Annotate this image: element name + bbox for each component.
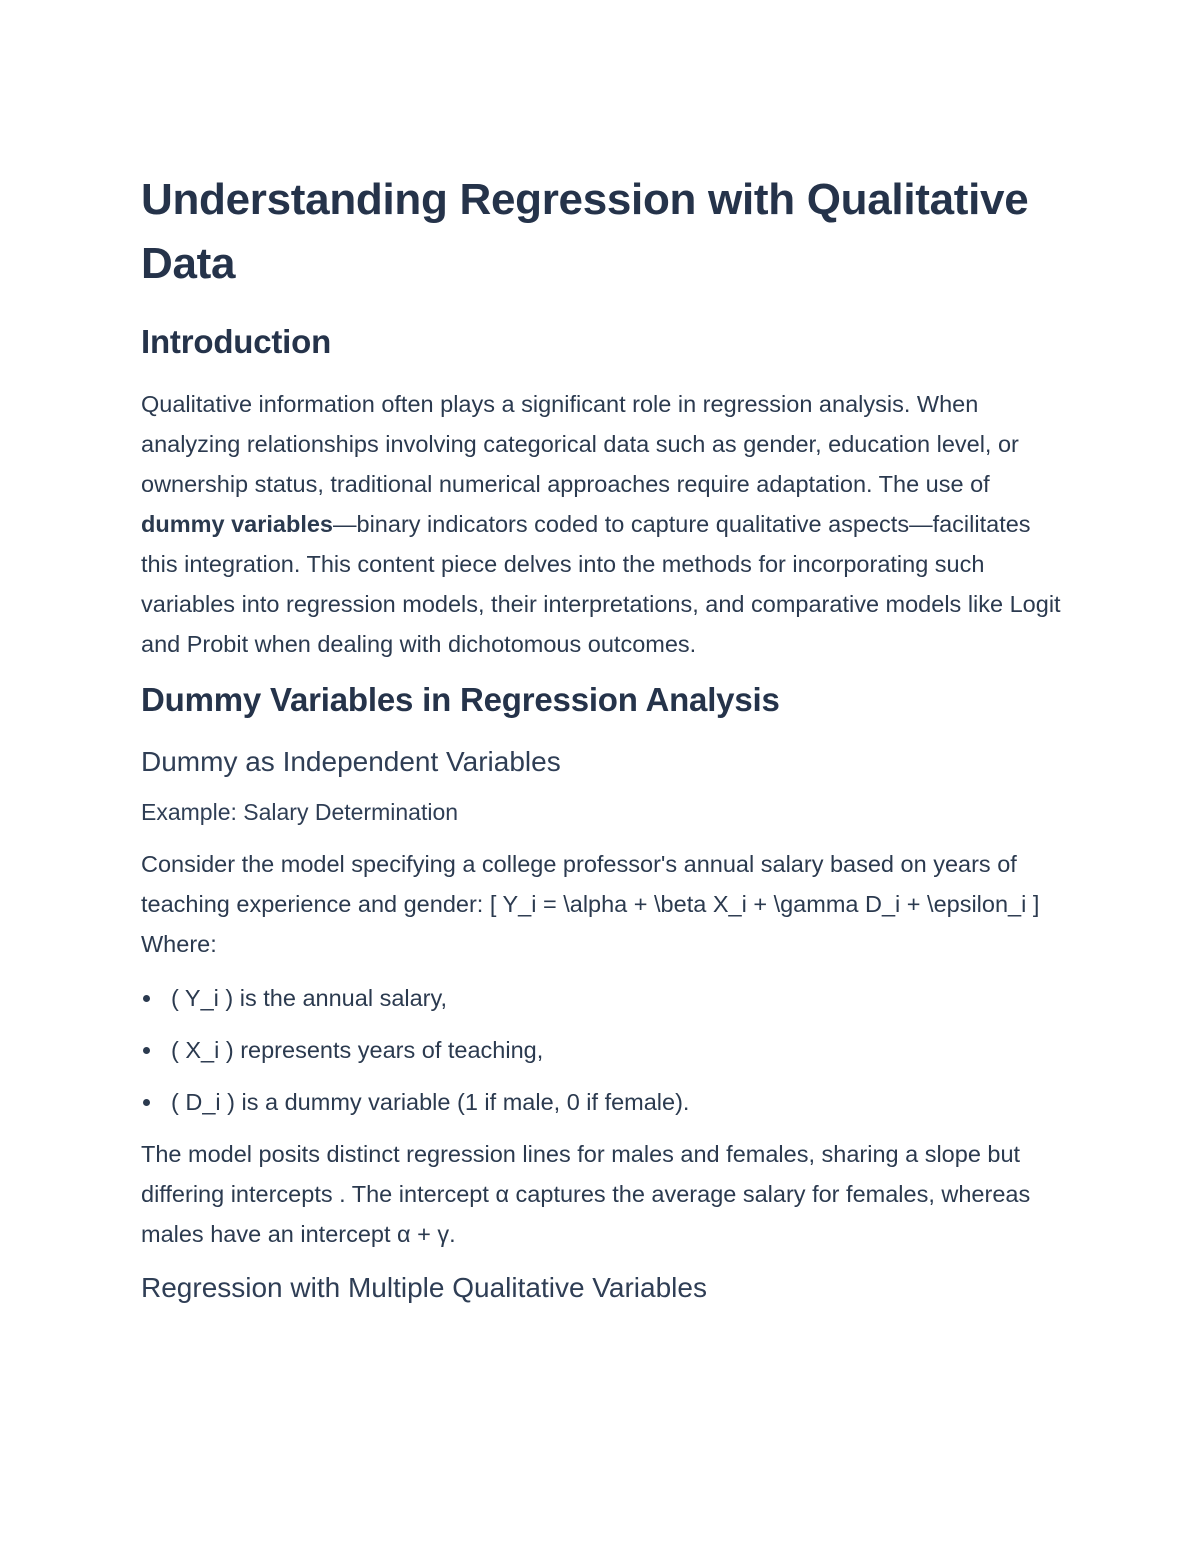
list-item bbox=[141, 1082, 1061, 1122]
dummy-independent-subheading: Dummy as Independent Variables bbox=[141, 746, 561, 777]
bullet-icon bbox=[143, 1047, 150, 1054]
bullet-icon bbox=[143, 1099, 150, 1106]
introduction-paragraph bbox=[141, 384, 1061, 664]
variable-list bbox=[141, 978, 1061, 1122]
introduction-text-before: Qualitative information often plays a significant role in regression analysis. When analyzing relationships involving categorical data such as gender, education level, or ownership status, traditional numerical approaches require adaptation. The use of bbox=[141, 391, 1019, 497]
example-heading: Example: Salary Determination bbox=[141, 799, 459, 825]
document-page bbox=[141, 168, 1061, 1322]
bullet-icon bbox=[143, 995, 150, 1002]
list-item-text: ( X_i ) represents years of teaching, bbox=[171, 1037, 544, 1063]
list-item bbox=[141, 978, 1061, 1018]
list-item-text: ( D_i ) is a dummy variable (1 if male, 0 if female). bbox=[171, 1089, 690, 1115]
model-paragraph: Consider the model specifying a college professor's annual salary based on years of teaching experience and gender: [ Y_i = \alpha + \beta X_i + \gamma D_i + \epsilon_i ] Where: bbox=[141, 851, 1040, 957]
introduction-heading: Introduction bbox=[141, 323, 332, 360]
dummy-variables-term: dummy variables bbox=[141, 511, 334, 537]
introduction-text-after: —binary indicators coded to capture qualitative aspects—facilitates this integration. This content piece delves into the methods for incorporating such variables into regression models, their interpretations, and comparative models like Logit and Probit when dealing with dichotomous outcomes. bbox=[141, 511, 1061, 657]
page-title: Understanding Regression with Qualitative Data bbox=[141, 175, 1029, 288]
list-item bbox=[141, 1030, 1061, 1070]
dummy-section-heading: Dummy Variables in Regression Analysis bbox=[141, 681, 780, 718]
list-item-text: ( Y_i ) is the annual salary, bbox=[171, 985, 448, 1011]
multiple-qualitative-subheading: Regression with Multiple Qualitative Variables bbox=[141, 1272, 707, 1303]
conclusion-paragraph: The model posits distinct regression lines for males and females, sharing a slope but differing intercepts . The intercept α captures the average salary for females, whereas males have an intercept α + γ. bbox=[141, 1141, 1031, 1247]
